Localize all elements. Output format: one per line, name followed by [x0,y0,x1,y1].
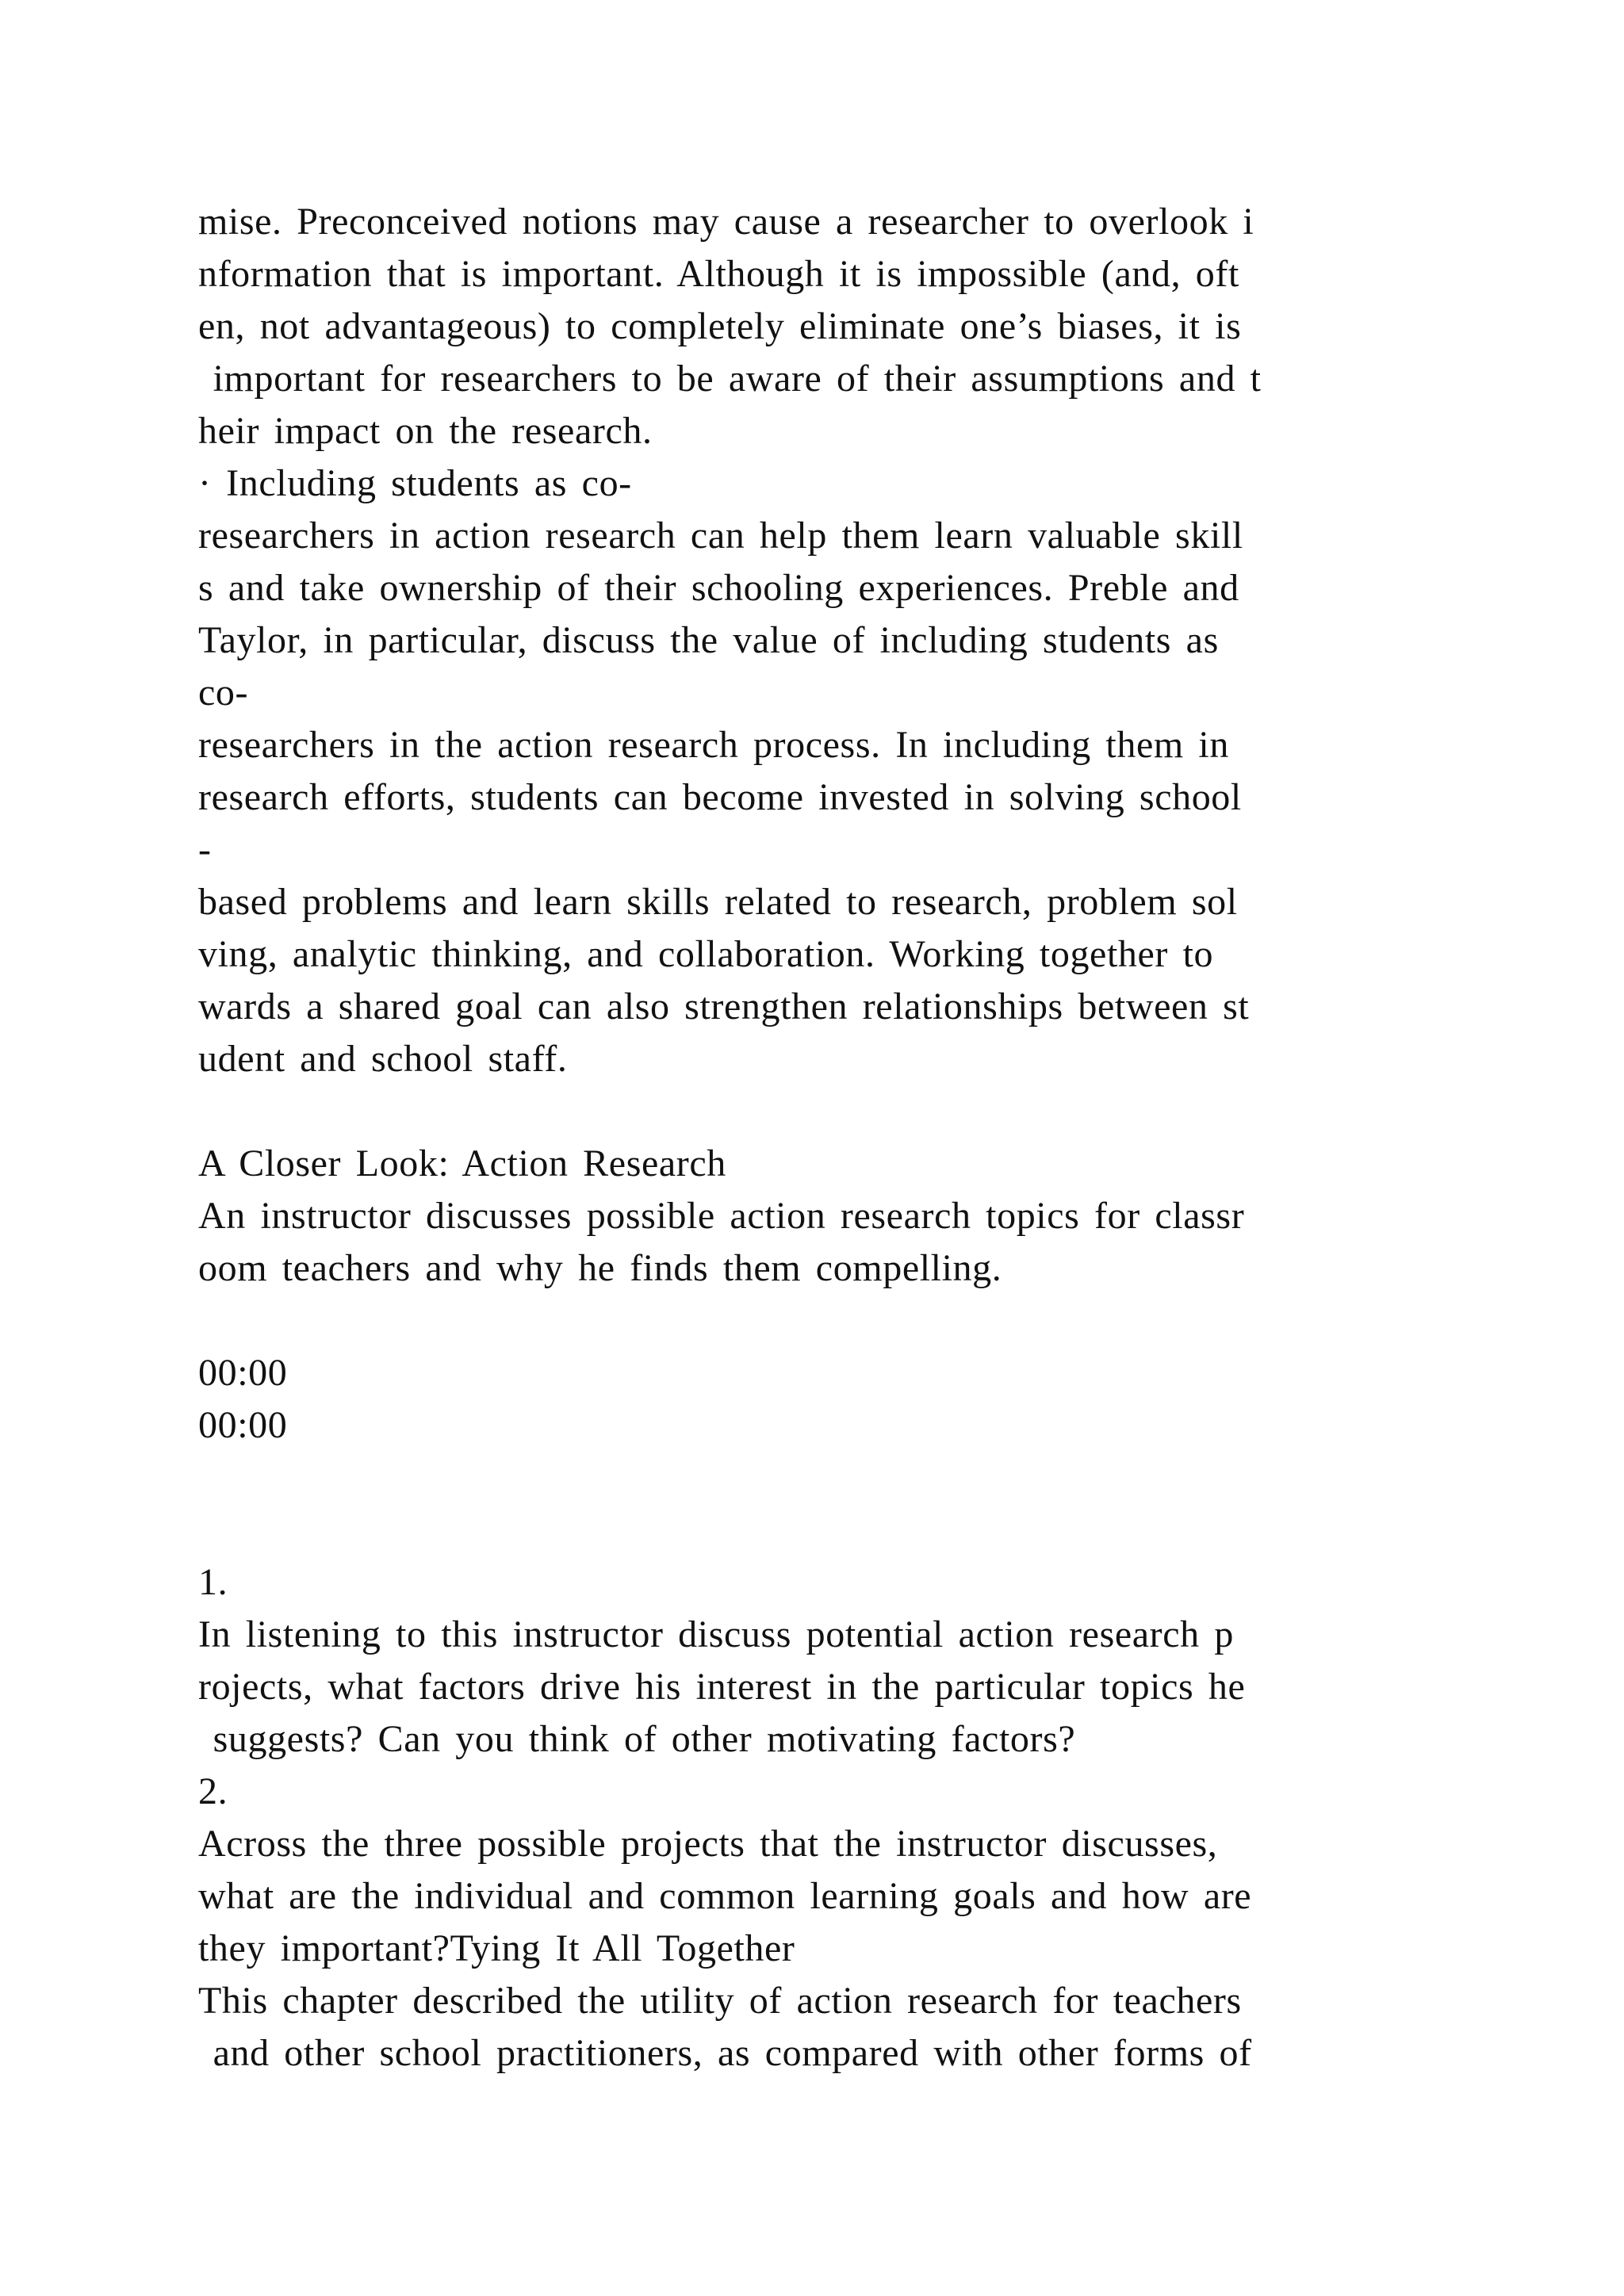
text-line: oom teachers and why he finds them compelling. [198,1247,1002,1289]
document-page [198,196,1515,2080]
question-text: In listening to this instructor discuss potential action research p [198,1613,1234,1655]
section-heading: A Closer Look: Action Research [198,1142,726,1184]
blank-line [198,1295,1515,1347]
text-line: nformation that is important. Although it is impossible (and, oft [198,253,1239,295]
text-line: important for researchers to be aware of their assumptions and t [198,358,1262,400]
blank-line [198,1452,1515,1504]
text-line: and other school practitioners, as compared with other forms of [198,2032,1252,2074]
text-line: en, not advantageous) to completely eliminate one’s biases, it is [198,305,1242,347]
text-line: mise. Preconceived notions may cause a researcher to overlook i [198,201,1254,243]
video-time-current: 00:00 [198,1352,288,1394]
text-line: Taylor, in particular, discuss the value of including students as [198,619,1219,661]
text-line: udent and school staff. [198,1038,568,1080]
question-number: 2. [198,1770,228,1812]
blank-line [198,1085,1515,1138]
text-line: wards a shared goal can also strengthen relationships between st [198,985,1250,1027]
text-line: heir impact on the research. [198,410,653,452]
text-line: research efforts, students can become invested in solving school [198,776,1242,818]
video-time-duration: 00:00 [198,1404,288,1446]
text-line: - [198,828,212,871]
text-line: based problems and learn skills related to research, problem sol [198,881,1238,923]
text-line: co- [198,672,249,714]
question-text: what are the individual and common learning goals and how are [198,1875,1252,1917]
question-text: suggests? Can you think of other motivating factors? [198,1718,1076,1760]
question-text: rojects, what factors drive his interest in the particular topics he [198,1666,1246,1708]
bullet-line: · Including students as co- [198,462,632,504]
text-line: This chapter described the utility of action research for teachers [198,1980,1242,2022]
text-line: ving, analytic thinking, and collaboration. Working together to [198,933,1214,975]
text-line: researchers in the action research process. In including them in [198,724,1229,766]
question-number: 1. [198,1561,228,1603]
question-text: Across the three possible projects that the instructor discusses, [198,1823,1218,1865]
blank-line [198,1504,1515,1556]
text-line: s and take ownership of their schooling experiences. Preble and [198,567,1239,609]
question-text: they important?Tying It All Together [198,1927,795,1969]
text-line: researchers in action research can help them learn valuable skill [198,515,1243,557]
text-line: An instructor discusses possible action research topics for classr [198,1195,1245,1237]
